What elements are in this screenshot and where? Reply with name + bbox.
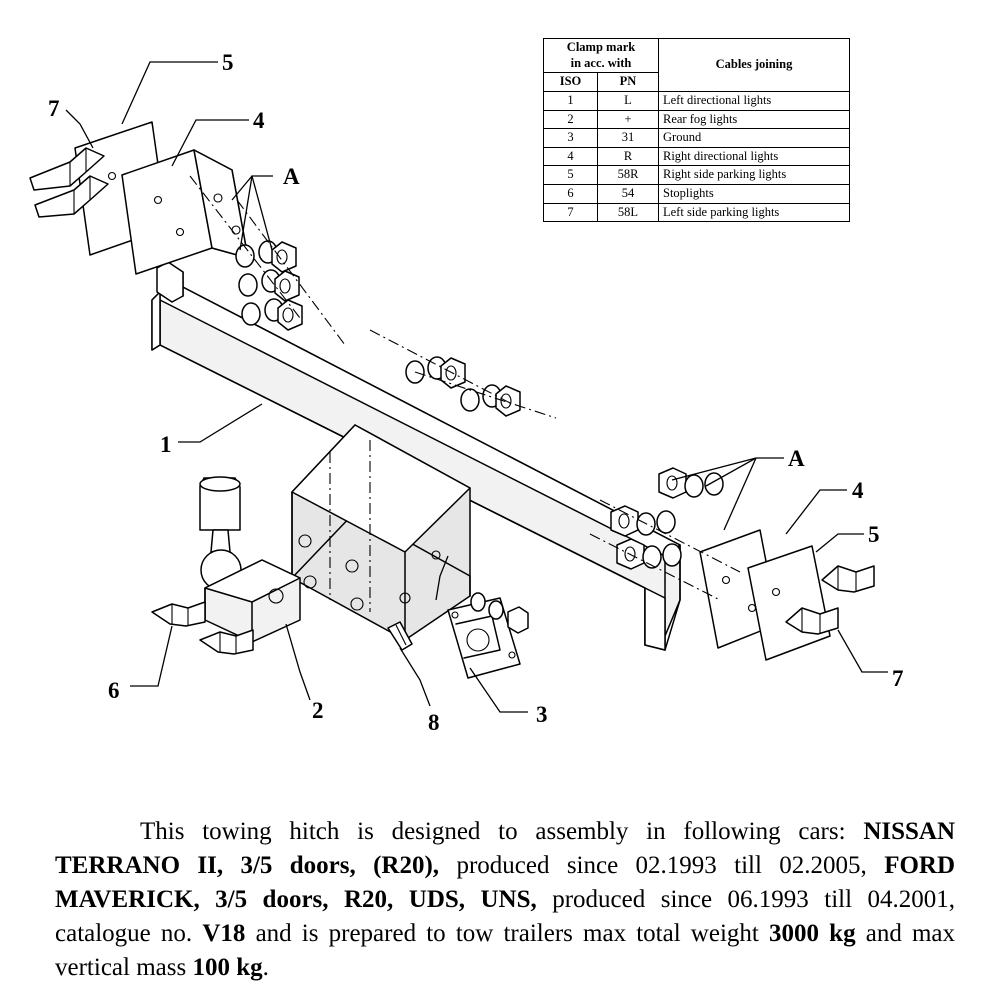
socket-plate [448, 598, 520, 678]
left-mounting-plates [30, 122, 248, 274]
caption-bold3: V18 [202, 920, 246, 947]
callout-1: 1 [160, 432, 172, 457]
callout-A-top: A [283, 164, 300, 189]
cell-desc: Left side parking lights [659, 203, 850, 222]
cell-pn: 54 [598, 185, 659, 204]
caption-part3: produced since 06.1993 till 04.2001, catalogue no. [55, 886, 956, 947]
callout-2: 2 [312, 698, 324, 723]
callout-3: 3 [536, 702, 548, 727]
caption-bold4: 3000 kg [769, 920, 856, 947]
cell-pn: 31 [598, 129, 659, 148]
callout-7-right: 7 [892, 666, 904, 691]
callout-6: 6 [108, 678, 120, 703]
cell-desc: Ground [659, 129, 850, 148]
cell-desc: Stoplights [659, 185, 850, 204]
table-row [544, 203, 850, 222]
cell-pn: L [598, 91, 659, 110]
caption-bold5: 100 kg [192, 954, 263, 981]
caption-bold2: FORD MAVERICK, 3/5 doors, R20, UDS, UNS, [55, 852, 956, 913]
header-clamp-mark [544, 39, 659, 73]
cell-iso: 2 [544, 110, 598, 129]
caption-part6: . [262, 954, 269, 981]
cell-pn: R [598, 147, 659, 166]
cell-iso: 4 [544, 147, 598, 166]
table-header-row [544, 39, 850, 73]
cell-iso: 6 [544, 185, 598, 204]
washer-nut-group-1 [236, 241, 296, 272]
callout-8: 8 [428, 710, 440, 735]
right-mounting-plates [700, 530, 874, 660]
callout-5-right: 5 [868, 522, 880, 547]
cell-pn: 58L [598, 203, 659, 222]
caption-bold1: NISSAN TERRANO II, 3/5 doors, (R20), [55, 818, 956, 879]
cell-desc: Right side parking lights [659, 166, 850, 185]
table-row [544, 147, 850, 166]
header-pn: PN [598, 73, 659, 92]
table-row [544, 91, 850, 110]
caption-part1: This towing hitch is designed to assembly in following cars: [140, 818, 846, 845]
callout-A-right: A [788, 446, 805, 471]
table-row [544, 110, 850, 129]
header-cables-joining: Cables joining [659, 39, 850, 92]
cell-iso: 7 [544, 203, 598, 222]
callout-4-top: 4 [253, 108, 265, 133]
towball-assembly [152, 477, 300, 654]
caption-part5: and max vertical mass [55, 920, 956, 981]
bolt-towball-upper [152, 602, 205, 626]
washer-nut-group-2 [239, 270, 299, 301]
caption-part2: produced since 02.1993 till 02.2005, [456, 852, 867, 879]
washer-nut-group-3 [242, 299, 302, 330]
cell-pn: + [598, 110, 659, 129]
caption-paragraph [55, 815, 955, 985]
caption-part4: and is prepared to tow trailers max total weight [255, 920, 759, 947]
cell-desc: Right directional lights [659, 147, 850, 166]
left-fastener-stack [236, 241, 302, 330]
bolt-towball-lower [200, 630, 253, 654]
clamp-mark-line1: Clamp mark [566, 40, 636, 54]
header-iso: ISO [544, 73, 598, 92]
cell-desc: Left directional lights [659, 91, 850, 110]
callout-5-top: 5 [222, 50, 234, 75]
wiring-table [543, 38, 850, 222]
bolt-right-upper [822, 566, 874, 592]
table-row [544, 129, 850, 148]
cell-iso: 5 [544, 166, 598, 185]
mid-fastener-stack [406, 357, 520, 416]
clamp-mark-line2: in acc. with [570, 55, 632, 70]
table-row [544, 185, 850, 204]
cell-iso: 3 [544, 129, 598, 148]
cell-pn: 58R [598, 166, 659, 185]
callout-4-right: 4 [852, 478, 864, 503]
table-row [544, 166, 850, 185]
cell-iso: 1 [544, 91, 598, 110]
callout-7-left: 7 [48, 96, 60, 121]
cell-desc: Rear fog lights [659, 110, 850, 129]
